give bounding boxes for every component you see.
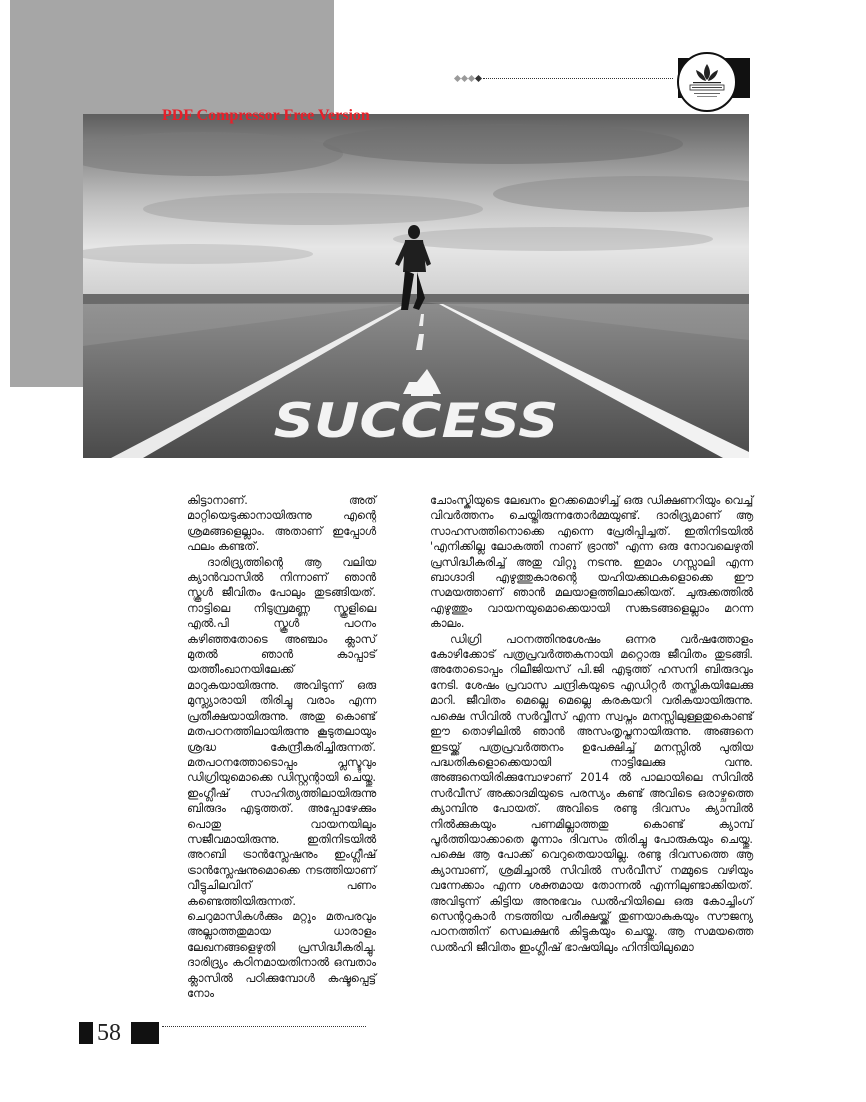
article-column-left xyxy=(187,493,376,1001)
header-decorative-rule xyxy=(455,73,673,83)
footer-dotted-rule xyxy=(162,1026,366,1027)
footer-bar xyxy=(131,1022,159,1044)
paragraph: ഡിഗ്രി പഠനത്തിനുശേഷം ഒന്നര വർഷത്തോളം കോഴിക്കോട് പത്രപ്രവർത്തകനായി മറ്റൊരു ജീവിതം തുടങ്ങി. അതോടൊപ്പം റിലീജിയസ് പി.ജി എടുത്ത് ഹസനി ബിരുദവും നേടി. ശേഷം പ്രവാസ ചന്ദ്രികയുടെ എഡിറ്റർ തസ്തികയിലേക്കു മാറി. ജീവിതം മെല്ലെ മെല്ലെ കരകയറി വരികയായിരുന്നു. പക്ഷെ സിവിൽ സർവ്വീസ് എന്ന സ്വപ്നം മനസ്സിലുള്ളതുകൊണ്ട് ഈ തൊഴിലിൽ ഞാൻ അസംതൃപ്തനായിരുന്നു. അങ്ങനെ ഇടയ്ക്ക് പത്രപ്രവർത്തനം ഉപേക്ഷിച്ച് മനസ്സിൽ പുതിയ പദ്ധതികളൊക്കെയായി നാട്ടിലേക്കു വന്നു. അങ്ങനെയിരിക്കുമ്പോഴാണ് 2014 ൽ പാലായിലെ സിവിൽ സർവീസ് അക്കാദമിയുടെ പരസ്യം കണ്ട് അവിടെ ഒരാഴ്ചത്തെ ക്യാമ്പിനു പോയത്. അവിടെ രണ്ടു ദിവസം ക്യാമ്പിൽ നിൽക്കുകയും പണമില്ലാത്തതു കൊണ്ട് ക്യാമ്പ് പൂർത്തിയാക്കാതെ മൂന്നാം ദിവസം തിരിച്ചു പോരുകയും ചെയ്തു. പക്ഷെ ആ പോക്ക് വെറുതെയായില്ല. രണ്ടു ദിവസത്തെ ആ ക്യാമ്പാണ്, ശ്രമിച്ചാൽ സിവിൽ സർവീസ് നമ്മുടെ വഴിയും വന്നേക്കാം എന്ന ശക്തമായ തോന്നൽ എന്നിലുണ്ടാക്കിയത്. അവിടുന്ന് കിട്ടിയ അനുഭവം ഡൽഹിയിലെ ഒരു കോച്ചിംഗ് സെന്ററുകാർ നടത്തിയ പരീക്ഷയ്ക്ക് തുണയാകുകയും സൗജന്യ പഠനത്തിന് സെലക്ഷൻ കിട്ടുകയും ചെയ്തു. ആ സമയത്തെ ഡൽഹി ജീവിതം ഇംഗ്ലീഷ് ഭാഷയിലും ഹിന്ദിയിലുമൊ xyxy=(430,632,753,954)
article-column-right xyxy=(430,493,753,955)
page-number: 58 xyxy=(97,1020,121,1046)
publication-logo xyxy=(677,52,737,112)
success-road-photo xyxy=(83,114,749,458)
paragraph: ദാരിദ്ര്യത്തിന്റെ ആ വലിയ ക്യാൻവാസിൽ നിന്നാണ് ഞാൻ സ്കൂൾ ജീവിതം പോലും തുടങ്ങിയത്. നാട്ടിലെ നിടുമ്പ്രമണ്ണ സ്കൂളിലെ എൽ.പി സ്കൂൾ പഠനം കഴിഞ്ഞതോടെ അഞ്ചാം ക്ലാസ് മുതൽ ഞാൻ കാപ്പാട് യത്തീംഖാനയിലേക്ക് മാറുകയായിരുന്നു. അവിടുന്ന് ഒരു മുസ്ല്യാരായി തിരിച്ചു വരാം എന്ന പ്രതീക്ഷയായിരുന്നു. അതു കൊണ്ട് മതപഠനത്തിലായിരുന്നു കൂടുതലായും ശ്രദ്ധ കേന്ദ്രീകരിച്ചിരുന്നത്. മതപഠനത്തോടൊപ്പം പ്ലസ്ടുവും ഡിഗ്രിയുമൊക്കെ ഡിസ്റ്റന്റായി ചെയ്തു. ഇംഗ്ലീഷ് സാഹിത്യത്തിലായിരുന്നു ബിരുദം എടുത്തത്. അപ്പോഴേക്കും പൊതു വായനയിലും സജീവമായിരുന്നു. ഇതിനിടയിൽ അറബി ട്രാൻസ്ലേഷനും ഇംഗ്ലീഷ് ട്രാൻസ്ലേഷനുമൊക്കെ നടത്തിയാണ് വീട്ടുചിലവിന് പണം കണ്ടെത്തിയിരുന്നത്. ചെറുമാസികൾക്കും മറ്റും മതപരവും അല്ലാത്തതുമായ ധാരാളം ലേഖനങ്ങളെഴുതി പ്രസിദ്ധീകരിച്ചു. ദാരിദ്ര്യം കഠിനമായതിനാൽ ഒമ്പതാം ക്ലാസിൽ പഠിക്കുമ്പോൾ കഷ്ടപ്പെട്ട് നോം xyxy=(187,555,376,1000)
diamond-ornament-icon xyxy=(455,76,481,81)
paragraph: കിട്ടാനാണ്. അത് മാറ്റിയെടുക്കാനായിരുന്നു എന്റെ ശ്രമങ്ങളെല്ലാം. അതാണ് ഇപ്പോൾ ഫലം കണ്ടത്. xyxy=(187,494,376,554)
paragraph: ചോംസ്കിയുടെ ലേഖനം ഉറക്കമൊഴിച്ച് ഒരു ഡിക്ഷണറിയും വെച്ച് വിവർത്തനം ചെയ്തിരുന്നതോർമ്മയുണ്ട്. ദാരിദ്ര്യമാണ് ആ സാഹസത്തിനൊക്കെ എന്നെ പ്രേരിപ്പിച്ചത്. ഇതിനിടയിൽ 'എനിക്കില്ല ലോകത്തി നാണ് ഭ്രാന്ത്' എന്ന ഒരു നോവലെഴുതി പ്രസിദ്ധീകരിച്ച് അതു വിറ്റു നടന്നു. ഇമാം ഗസ്സാലി എന്ന ബാഗ്ദാദി എഴുത്തുകാരന്റെ യഹിയക്കഥകളൊക്കെ ഈ സമയത്താണ് ഞാൻ മലയാളത്തിലാക്കിയത്. ചുരുക്കത്തിൽ എഴുത്തും വായനയുമൊക്കെയായി സങ്കടങ്ങളെല്ലാം മറന്ന കാലം. xyxy=(430,494,753,631)
page-number-marker xyxy=(79,1022,93,1044)
lotus-emblem-icon xyxy=(679,54,735,110)
road-text: SUCCESS xyxy=(273,393,559,449)
pdf-compressor-watermark: PDF Compressor Free Version xyxy=(162,107,370,124)
